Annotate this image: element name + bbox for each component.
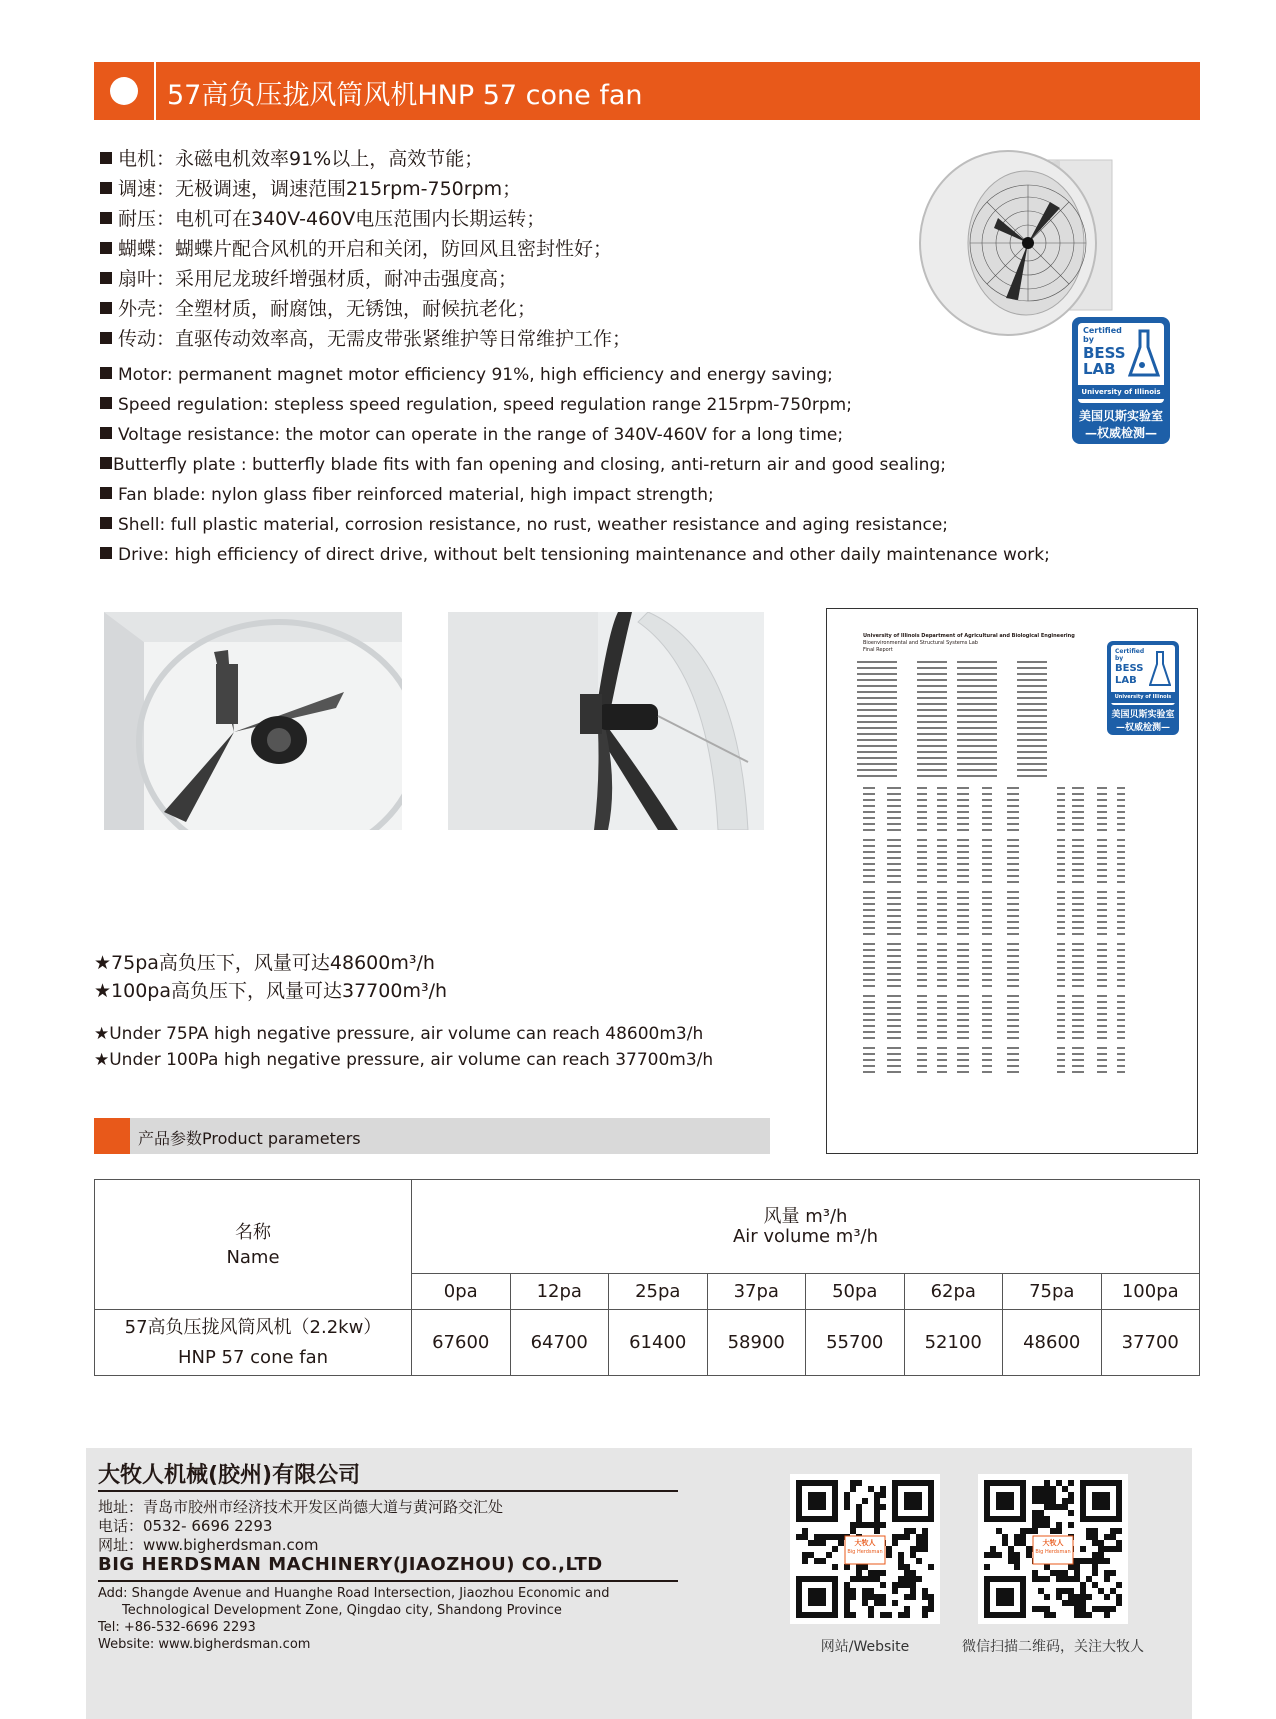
feature-en-text: Motor: permanent magnet motor efficiency 91%, high efficiency and energy saving; bbox=[118, 365, 833, 385]
value-cell: 52100 bbox=[904, 1310, 1003, 1376]
report-header-1: University of Illinois Department of Agricultural and Biological Engineering bbox=[863, 633, 1075, 639]
fan-blade-illustration bbox=[448, 612, 764, 830]
fan-motor-illustration bbox=[104, 612, 402, 830]
product-name-cn: 57高负压拢风筒风机（2.2kw） bbox=[124, 1316, 382, 1338]
wechat-qr-code[interactable] bbox=[978, 1474, 1128, 1624]
feature-cn-text: 蝴蝶：蝴蝶片配合风机的开启和关闭，防回风且密封性好； bbox=[118, 238, 613, 260]
feature-cn-item bbox=[100, 144, 483, 171]
report-flask-icon bbox=[1149, 651, 1171, 687]
qr2-logo-en: Big Herdsman bbox=[1035, 1549, 1071, 1555]
feature-en-item bbox=[100, 455, 946, 475]
bullet-icon bbox=[100, 212, 112, 224]
badge-cn-line1: 美国贝斯实验室 bbox=[1078, 409, 1163, 423]
feature-en-text: Speed regulation: stepless speed regulation, speed regulation range 215rpm-750rpm; bbox=[118, 395, 852, 415]
feature-cn-text: 耐压：电机可在340V-460V电压范围内长期运转； bbox=[118, 208, 546, 230]
report-header-3: Final Report bbox=[863, 647, 893, 653]
note-cn-75pa: ★75pa高负压下，风量可达48600m³/h bbox=[94, 952, 435, 974]
footer-divider bbox=[98, 1490, 678, 1492]
feature-en-item bbox=[100, 365, 833, 385]
bullet-icon bbox=[100, 302, 112, 314]
flask-icon bbox=[1128, 329, 1160, 379]
website-cn: 网址：www.bigherdsman.com bbox=[98, 1536, 319, 1554]
value-cell: 55700 bbox=[806, 1310, 905, 1376]
report-badge-bess: BESS bbox=[1115, 663, 1144, 674]
feature-en-text: Shell: full plastic material, corrosion resistance, no rust, weather resistance and aging resistance; bbox=[118, 515, 949, 535]
value-cell: 64700 bbox=[510, 1310, 609, 1376]
feature-cn-text: 外壳：全塑材质，耐腐蚀，无锈蚀，耐候抗老化； bbox=[118, 298, 537, 320]
fan-blade-photo bbox=[448, 612, 764, 830]
qr1-logo-cn: 大牧人 bbox=[854, 1539, 876, 1547]
table-row bbox=[95, 1310, 1200, 1376]
bess-lab-badge bbox=[1072, 317, 1170, 444]
bullet-icon bbox=[100, 182, 112, 194]
bullet-icon bbox=[100, 427, 112, 439]
title-circle-icon bbox=[110, 77, 138, 105]
bullet-icon bbox=[100, 242, 112, 254]
qr2-label: 微信扫描二维码，关注大牧人 bbox=[962, 1639, 1144, 1655]
report-badge-lab: LAB bbox=[1115, 675, 1137, 686]
section-marker bbox=[94, 1118, 130, 1154]
feature-cn-text: 扇叶：采用尼龙玻纤增强材质，耐冲击强度高； bbox=[118, 268, 518, 290]
test-report bbox=[826, 608, 1198, 1154]
report-badge bbox=[1107, 641, 1179, 735]
value-cell: 61400 bbox=[609, 1310, 708, 1376]
name-header-cn: 名称 bbox=[235, 1221, 271, 1243]
bullet-icon bbox=[100, 272, 112, 284]
bullet-icon bbox=[100, 397, 112, 409]
pressure-cell: 75pa bbox=[1003, 1274, 1102, 1310]
report-badge-cn2: —权威检测— bbox=[1115, 723, 1170, 733]
air-volume-cn: 风量 m³/h bbox=[763, 1205, 848, 1227]
footer bbox=[86, 1448, 1192, 1719]
bullet-icon bbox=[100, 332, 112, 344]
badge-by: by bbox=[1083, 335, 1094, 344]
report-badge-cn1: 美国贝斯实验室 bbox=[1111, 710, 1175, 720]
report-badge-university: University of Illinois bbox=[1111, 692, 1175, 703]
address-en-1: Add: Shangde Avenue and Huanghe Road Intersection, Jiaozhou Economic and bbox=[98, 1586, 610, 1601]
product-name-cell bbox=[95, 1310, 412, 1376]
bullet-icon bbox=[100, 547, 112, 559]
note-en-75pa: ★Under 75PA high negative pressure, air volume can reach 48600m3/h bbox=[94, 1024, 704, 1044]
feature-en-item bbox=[100, 395, 852, 415]
bullet-icon bbox=[100, 487, 112, 499]
feature-cn-item bbox=[100, 234, 612, 261]
bullet-icon bbox=[100, 517, 112, 529]
note-en-100pa: ★Under 100Pa high negative pressure, air volume can reach 37700m3/h bbox=[94, 1050, 714, 1070]
pressure-cell: 37pa bbox=[707, 1274, 806, 1310]
note-cn-100pa: ★100pa高负压下，风量可达37700m³/h bbox=[94, 980, 448, 1002]
qr1-label: 网站/Website bbox=[820, 1639, 910, 1655]
phone-cn: 电话：0532- 6696 2293 bbox=[98, 1517, 273, 1535]
bullet-icon bbox=[100, 152, 112, 164]
address-en-2: Technological Development Zone, Qingdao city, Shandong Province bbox=[122, 1603, 562, 1618]
pressure-cell: 100pa bbox=[1101, 1274, 1200, 1310]
qr2-logo-cn: 大牧人 bbox=[1042, 1539, 1064, 1547]
air-volume-en: Air volume m³/h bbox=[732, 1225, 879, 1247]
company-name-en: BIG HERDSMAN MACHINERY(JIAOZHOU) CO.,LTD bbox=[98, 1554, 603, 1575]
feature-cn-item bbox=[100, 204, 545, 231]
report-badge-certified: Certified bbox=[1115, 648, 1145, 655]
value-cell: 48600 bbox=[1003, 1310, 1102, 1376]
feature-cn-text: 传动：直驱传动效率高，无需皮带张紧维护等日常维护工作； bbox=[118, 328, 632, 350]
bullet-icon bbox=[100, 457, 112, 469]
badge-certified: Certified bbox=[1083, 326, 1122, 335]
value-cell: 67600 bbox=[412, 1310, 511, 1376]
title-bar bbox=[94, 62, 1200, 120]
fan-motor-photo bbox=[104, 612, 402, 830]
feature-en-item bbox=[100, 485, 714, 505]
feature-cn-text: 调速：无极调速，调速范围215rpm-750rpm； bbox=[118, 178, 522, 200]
air-volume-header bbox=[412, 1180, 1200, 1274]
report-badge-inner bbox=[1111, 645, 1175, 705]
table-header-row bbox=[95, 1180, 1200, 1274]
pressure-cell: 50pa bbox=[806, 1274, 905, 1310]
feature-cn-item bbox=[100, 174, 521, 201]
section-header bbox=[94, 1118, 770, 1154]
badge-inner bbox=[1078, 323, 1164, 403]
product-name-en: HNP 57 cone fan bbox=[177, 1346, 329, 1368]
feature-en-item bbox=[100, 545, 1050, 565]
feature-en-item bbox=[100, 425, 843, 445]
pressure-cell: 0pa bbox=[412, 1274, 511, 1310]
feature-cn-item bbox=[100, 324, 631, 351]
feature-en-text: Fan blade: nylon glass fiber reinforced material, high impact strength; bbox=[118, 485, 714, 505]
parameter-table bbox=[94, 1179, 1200, 1376]
title-divider bbox=[154, 62, 156, 120]
badge-university: University of Illinois bbox=[1078, 385, 1164, 399]
address-cn: 地址：青岛市胶州市经济技术开发区尚德大道与黄河路交汇处 bbox=[98, 1498, 504, 1516]
name-header-en: Name bbox=[226, 1246, 280, 1268]
pressure-cell: 25pa bbox=[609, 1274, 708, 1310]
pressure-cell: 62pa bbox=[904, 1274, 1003, 1310]
feature-en-text: Drive: high efficiency of direct drive, without belt tensioning maintenance and other daily maintenance work; bbox=[118, 545, 1050, 565]
value-cell: 37700 bbox=[1101, 1310, 1200, 1376]
badge-cn-line2: —权威检测— bbox=[1084, 426, 1157, 440]
footer-divider-en bbox=[98, 1580, 678, 1582]
section-title: 产品参数Product parameters bbox=[138, 1129, 361, 1148]
bullet-icon bbox=[100, 367, 112, 379]
website-qr-code[interactable] bbox=[790, 1474, 940, 1624]
badge-bess: BESS bbox=[1083, 344, 1126, 362]
report-header-2: Bioenvironmental and Structural Systems Lab bbox=[863, 640, 978, 646]
website-en: Website: www.bigherdsman.com bbox=[98, 1637, 311, 1652]
tel-en: Tel: +86-532-6696 2293 bbox=[98, 1620, 256, 1635]
feature-cn-item bbox=[100, 264, 517, 291]
badge-lab: LAB bbox=[1083, 360, 1116, 378]
feature-en-item bbox=[100, 515, 948, 535]
company-name-cn: 大牧人机械(胶州)有限公司 bbox=[98, 1463, 361, 1488]
feature-cn-item bbox=[100, 294, 536, 321]
report-badge-by: by bbox=[1115, 655, 1124, 662]
name-header-cell bbox=[95, 1180, 412, 1310]
feature-cn-text: 电机：永磁电机效率91%以上，高效节能； bbox=[118, 148, 484, 170]
pressure-cell: 12pa bbox=[510, 1274, 609, 1310]
feature-en-text: Butterfly plate : butterfly blade fits with fan opening and closing, anti-return air and good sealing; bbox=[113, 455, 946, 475]
page-title: 57高负压拢风筒风机HNP 57 cone fan bbox=[167, 80, 643, 111]
feature-en-text: Voltage resistance: the motor can operate in the range of 340V-460V for a long time; bbox=[118, 425, 844, 445]
value-cell: 58900 bbox=[707, 1310, 806, 1376]
report-table-lines bbox=[857, 661, 1147, 1121]
qr1-logo-en: Big Herdsman bbox=[847, 1549, 883, 1555]
